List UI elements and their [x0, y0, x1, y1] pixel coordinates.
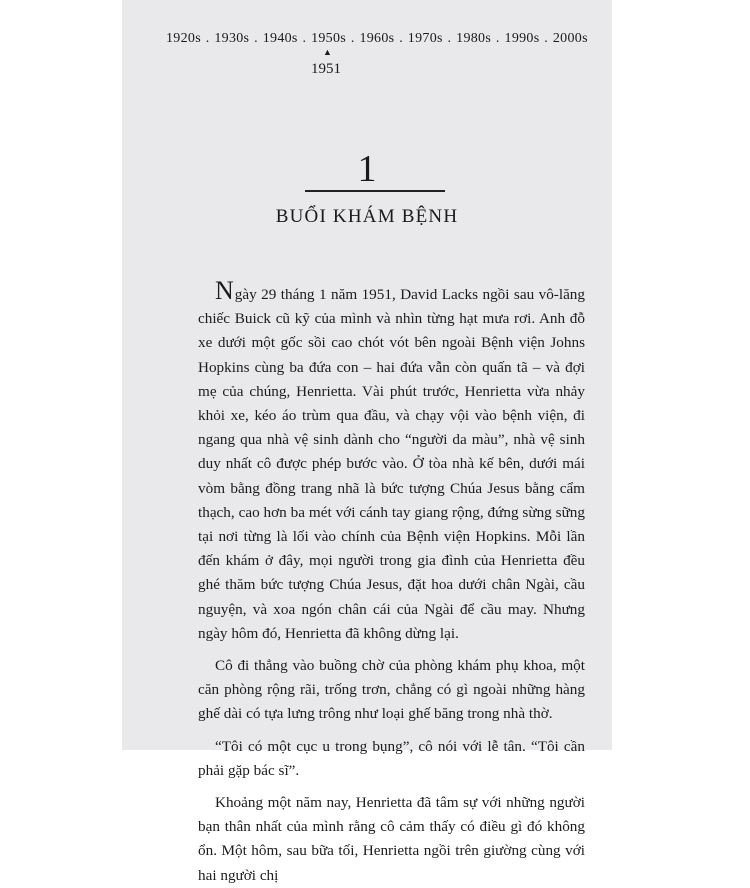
paragraph-1: Ngày 29 tháng 1 năm 1951, David Lacks ngồi sau vô-lăng chiếc Buick cũ kỹ của mình và nhìn từng hạt mưa rơi. Anh đỗ xe dưới một gốc sồi cao chót vót bên ngoài Bệnh viện Johns Hopkins cùng ba đứa con – hai đứa vẫn còn quấn tã – và đợi mẹ của chúng, Henrietta. Vài phút trước, Henrietta vừa nhảy khỏi xe, kéo áo trùm qua đầu, và chạy vội vào bệnh viện, đi ngang qua nhà vệ sinh dành cho “người da màu”, nhà vệ sinh duy nhất cô được phép bước vào. Ở tòa nhà kế bên, dưới mái vòm bằng đồng trang nhã là bức tượng Chúa Jesus bằng cẩm thạch, cao hơn ba mét với cánh tay giang rộng, đứng sừng sững tại nơi từng là lối vào chính của Bệnh viện Hopkins. Mỗi lần đến khám ở đây, mọi người trong gia đình của Henrietta đều ghé thăm bức tượng Chúa Jesus, đặt hoa dưới chân Ngài, cầu nguyện, và xoa ngón chân cái của Ngài để cầu may. Nhưng ngày hôm đó, Henrietta đã không dừng lại.: [198, 276, 585, 642]
timeline-year: 1951: [311, 61, 341, 77]
paragraph-3: “Tôi có một cục u trong bụng”, cô nói với lễ tân. “Tôi cần phải gặp bác sĩ”.: [198, 737, 585, 779]
decade-timeline: 1920s . 1930s . 1940s . 1950s . 1960s . 1970s . 1980s . 1990s . 2000s: [166, 31, 588, 46]
chapter-number: 1: [357, 148, 377, 190]
chapter-title: BUỔI KHÁM BỆNH: [275, 206, 459, 227]
decade-1970s: 1970s: [407, 31, 443, 46]
book-page: [122, 0, 612, 884]
decade-1980s: 1980s: [456, 31, 492, 46]
decade-1920s: 1920s: [166, 31, 201, 46]
decade-2000s: 2000s: [552, 31, 588, 46]
chapter-divider: [305, 190, 445, 192]
decade-1990s: 1990s: [504, 31, 540, 46]
decade-1960s: 1960s: [359, 31, 395, 46]
scan-left-margin: [0, 0, 122, 750]
scan-right-margin: [612, 0, 750, 750]
timeline-marker-icon: ▲: [323, 47, 332, 57]
paragraph-2: Cô đi thẳng vào buồng chờ của phòng khám phụ khoa, một căn phòng rộng rãi, trống trơn, chẳng có gì ngoài những hàng ghế dài có tựa lưng trông như loại ghế băng trong nhà thờ.: [198, 657, 585, 723]
decade-1940s: 1940s: [262, 31, 298, 46]
chapter-body: [198, 278, 585, 888]
decade-1950s: 1950s: [311, 31, 347, 46]
decade-1930s: 1930s: [214, 31, 250, 46]
paragraph-4: Khoảng một năm nay, Henrietta đã tâm sự với những người bạn thân nhất của mình rằng cô cảm thấy có điều gì đó không ổn. Một hôm, sau bữa tối, Henrietta ngồi trên giường cùng với hai người chị: [198, 794, 585, 884]
